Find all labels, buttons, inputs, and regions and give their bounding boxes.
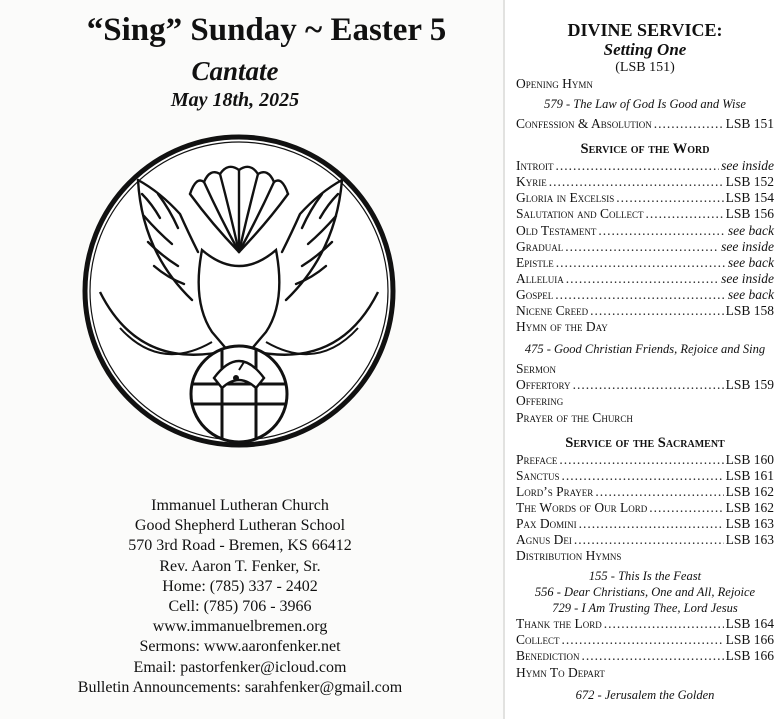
- order-item-ref: LSB 154: [725, 190, 774, 206]
- distribution-hymn: 729 - I Am Trusting Thee, Lord Jesus: [552, 601, 738, 616]
- service-heading: DIVINE SERVICE:: [567, 20, 723, 40]
- order-row-offertory: [516, 377, 774, 393]
- order-item-label: Confession & Absolution: [516, 116, 652, 132]
- order-item-ref: LSB 160: [725, 451, 774, 467]
- order-row-agnus-dei: [516, 532, 774, 548]
- order-item-ref: LSB 161: [725, 467, 774, 483]
- order-item-ref: LSB 159: [725, 377, 774, 393]
- sermon-label: Sermon: [516, 361, 557, 377]
- prayer-label: Prayer of the Church: [516, 409, 633, 425]
- sunday-name: Cantate: [191, 56, 279, 86]
- order-item-label: Agnus Dei: [516, 532, 572, 548]
- departing-hymn: 672 - Jerusalem the Golden: [575, 687, 715, 702]
- order-item-ref: see inside: [721, 238, 774, 254]
- order-item-label: Sanctus: [516, 467, 560, 483]
- order-item-label: Offertory: [516, 377, 571, 393]
- order-item-ref: LSB 158: [725, 303, 774, 319]
- order-item-ref: LSB 152: [725, 174, 774, 190]
- sacrament-section-heading: Service of the Sacrament: [565, 434, 725, 451]
- order-row-sanctus: [516, 468, 774, 484]
- distribution-hymn: 155 - This Is the Feast: [588, 569, 702, 584]
- order-row-epistle: [516, 255, 774, 271]
- order-item-ref: LSB 151: [725, 116, 774, 132]
- order-item-ref: see back: [727, 286, 774, 302]
- holy-spirit-dove-icon: [80, 132, 398, 450]
- order-item-label: Salutation and Collect: [516, 206, 644, 222]
- order-item-label: Kyrie: [516, 174, 547, 190]
- order-row-alleluia: [516, 271, 774, 287]
- order-row-thank-the-lord: [516, 616, 774, 632]
- order-row-preface: [516, 452, 774, 468]
- opening-hymn: 579 - The Law of God Is Good and Wise: [544, 97, 746, 112]
- service-date: May 18th, 2025: [170, 89, 300, 111]
- distribution-hymns-label: Distribution Hymns: [516, 548, 622, 564]
- departing-hymn-label: Hymn To Depart: [516, 664, 605, 680]
- order-row-confession: [516, 116, 774, 132]
- home-phone: Home: (785) 337 - 2402: [162, 577, 318, 595]
- service-setting-ref: (LSB 151): [615, 60, 675, 75]
- order-item-ref: see inside: [721, 158, 774, 174]
- order-item-label: Introit: [516, 158, 554, 174]
- order-item-label: The Words of Our Lord: [516, 499, 648, 515]
- order-item-ref: LSB 156: [725, 206, 774, 222]
- school-name: Good Shepherd Lutheran School: [134, 517, 346, 535]
- opening-hymn-label: Opening Hymn: [516, 76, 593, 91]
- order-item-label: Old Testament: [516, 222, 597, 238]
- offering-label: Offering: [516, 393, 564, 409]
- order-item-label: Thank the Lord: [516, 616, 602, 632]
- order-item-ref: LSB 163: [725, 532, 774, 548]
- order-item-ref: see inside: [721, 270, 774, 286]
- order-row-collect: [516, 632, 774, 648]
- order-item-label: Pax Domini: [516, 515, 577, 531]
- order-item-label: Gradual: [516, 238, 564, 254]
- order-item-label: Alleluia: [516, 270, 564, 286]
- order-row-nicene-creed: [516, 303, 774, 319]
- order-item-label: Nicene Creed: [516, 303, 589, 319]
- sermons-website: Sermons: www.aaronfenker.net: [139, 638, 341, 656]
- order-row-salutation: [516, 206, 774, 222]
- pastor-email: Email: pastorfenker@icloud.com: [133, 658, 347, 676]
- hymn-of-day-label: Hymn of the Day: [516, 319, 608, 335]
- order-item-label: Gloria in Excelsis: [516, 190, 615, 206]
- website: www.immanuelbremen.org: [152, 618, 328, 636]
- order-item-label: Lord’s Prayer: [516, 483, 594, 499]
- order-item-ref: LSB 166: [725, 632, 774, 648]
- pastor-name: Rev. Aaron T. Fenker, Sr.: [159, 557, 321, 575]
- church-name: Immanuel Lutheran Church: [151, 497, 329, 514]
- cell-phone: Cell: (785) 706 - 3966: [168, 598, 312, 616]
- order-item-label: Preface: [516, 451, 558, 467]
- distribution-hymn: 556 - Dear Christians, One and All, Rejoice: [534, 585, 756, 600]
- announcements-email: Bulletin Announcements: sarahfenker@gmail.com: [77, 678, 403, 696]
- order-row-pax-domini: [516, 516, 774, 532]
- bulletin-title: “Sing” Sunday ~ Easter 5: [86, 12, 447, 48]
- order-item-label: Gospel: [516, 286, 554, 302]
- church-address: 570 3rd Road - Bremen, KS 66412: [128, 537, 352, 555]
- order-row-gospel: [516, 287, 774, 303]
- order-row-lords-prayer: [516, 484, 774, 500]
- order-item-ref: see back: [727, 254, 774, 270]
- order-item-ref: LSB 164: [725, 616, 774, 632]
- order-row-gloria: [516, 190, 774, 206]
- order-item-label: Collect: [516, 632, 560, 648]
- order-item-label: Epistle: [516, 254, 554, 270]
- order-item-ref: LSB 163: [725, 515, 774, 531]
- order-row-benediction: [516, 648, 774, 664]
- order-item-ref: LSB 166: [725, 648, 774, 664]
- order-of-service: [505, 0, 784, 719]
- order-row-old-testament: [516, 223, 774, 239]
- word-section-heading: Service of the Word: [580, 141, 710, 158]
- hymn-of-day: 475 - Good Christian Friends, Rejoice and Sing: [524, 342, 766, 357]
- order-row-kyrie: [516, 174, 774, 190]
- service-setting: Setting One: [603, 40, 687, 59]
- order-item-ref: LSB 162: [725, 483, 774, 499]
- order-item-ref: see back: [727, 222, 774, 238]
- order-item-label: Benediction: [516, 648, 580, 664]
- order-row-words-of-our-lord: [516, 500, 774, 516]
- order-item-ref: LSB 162: [725, 499, 774, 515]
- order-row-introit: [516, 158, 774, 174]
- church-contact-info: [40, 496, 440, 698]
- order-row-gradual: [516, 239, 774, 255]
